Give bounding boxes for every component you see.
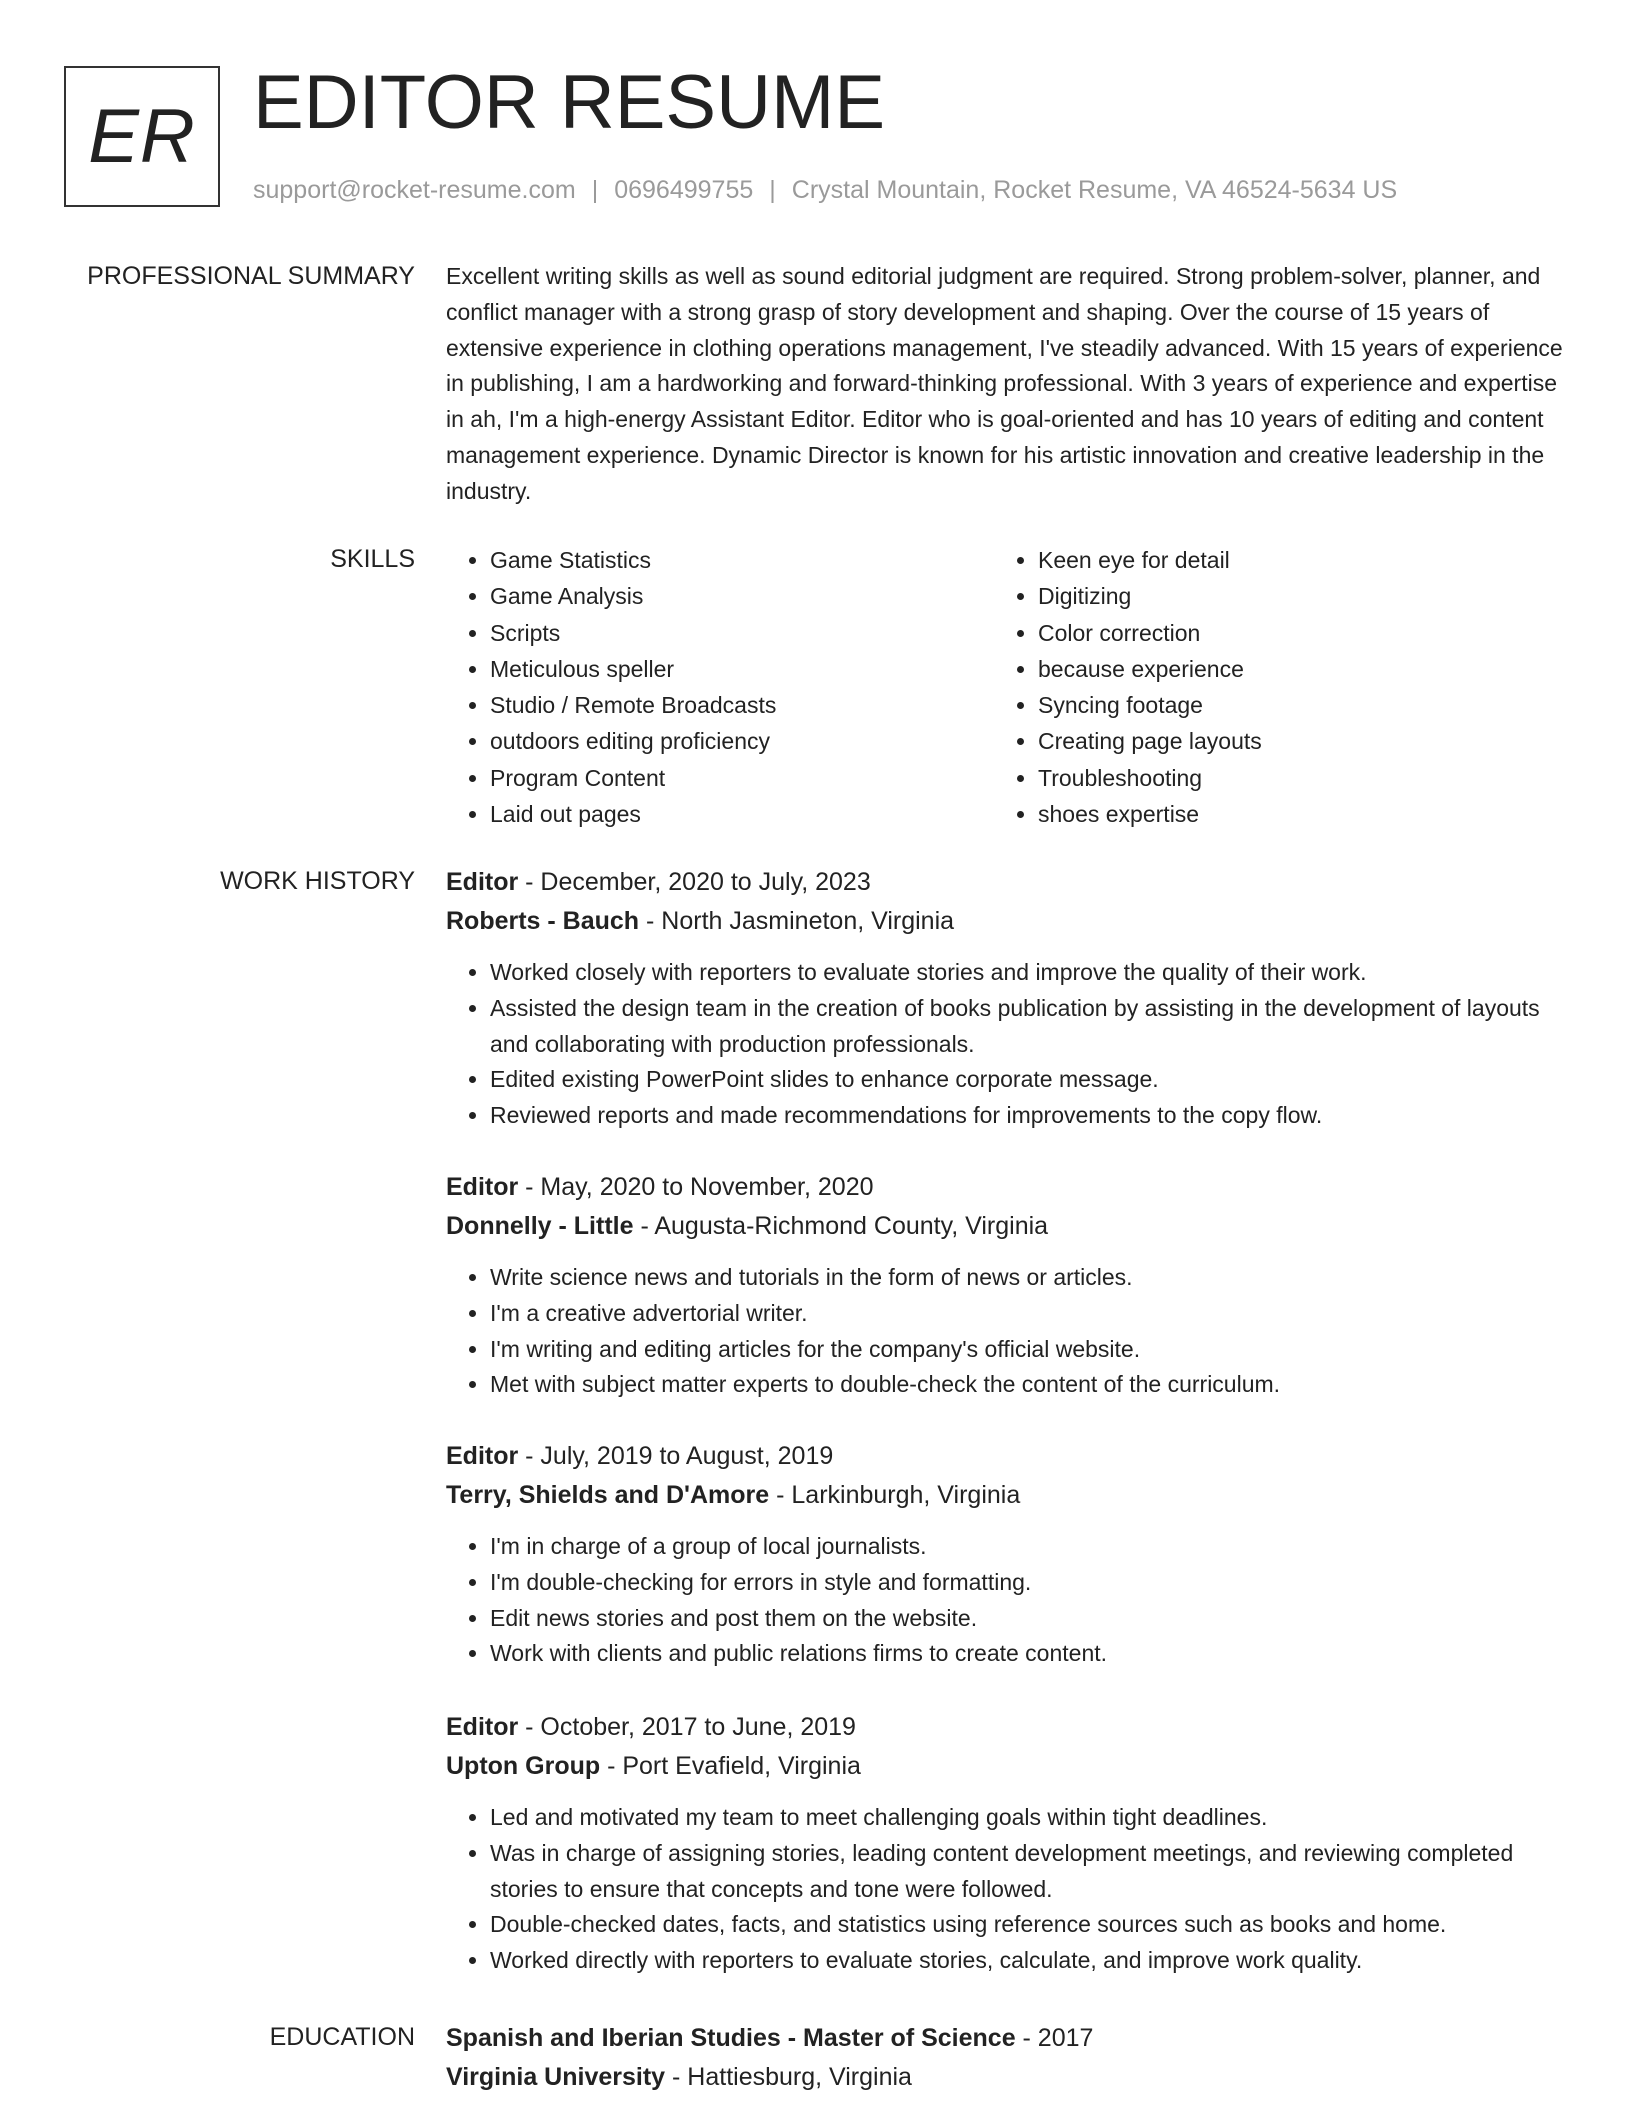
education-location: - Hattiesburg, Virginia [665,2063,912,2091]
education-degree-line [446,2020,1576,2056]
job-company-line [446,1477,1576,1513]
job-title: Editor [446,868,519,896]
skill-item: • Game Analysis [490,578,776,614]
job-bullet: • Worked directly with reporters to evaluate stories, calculate, and improve work quality. [490,1943,1576,1979]
job-title-line [446,1709,1576,1745]
job-title-line [446,1438,1576,1474]
section-label-education: EDUCATION [269,2023,415,2051]
job-entry [446,1709,1576,1979]
job-title-line [446,864,1576,900]
monogram-initials: ER [88,94,196,179]
job-bullet: • Edited existing PowerPoint slides to enhance corporate message. [490,1062,1576,1098]
section-label-work-history: WORK HISTORY [220,867,415,895]
skills-list-left [446,542,776,832]
job-dates: - December, 2020 to July, 2023 [518,868,871,896]
job-dates: - May, 2020 to November, 2020 [518,1173,874,1201]
job-title: Editor [446,1713,519,1741]
education-year: - 2017 [1015,2024,1094,2052]
skill-item: • Game Statistics [490,542,776,578]
job-bullet: • Met with subject matter experts to double-check the content of the curriculum. [490,1367,1576,1403]
contact-address: Crystal Mountain, Rocket Resume, VA 46524-5634 US [791,176,1398,204]
skill-item: • Syncing footage [1038,687,1262,723]
job-entry [446,1169,1576,1403]
job-company: Donnelly - Little [446,1212,634,1240]
skill-item: • Program Content [490,760,776,796]
skill-item: • Keen eye for detail [1038,542,1262,578]
job-bullet: • Led and motivated my team to meet challenging goals within tight deadlines. [490,1800,1576,1836]
job-dates: - July, 2019 to August, 2019 [518,1442,834,1470]
section-label-summary: PROFESSIONAL SUMMARY [87,262,415,290]
skill-item: • Scripts [490,615,776,651]
job-dates: - October, 2017 to June, 2019 [518,1713,856,1741]
job-bullet: • I'm a creative advertorial writer. [490,1296,1576,1332]
job-title-line [446,1169,1576,1205]
education-body [446,2020,1576,2095]
contact-separator: | [591,176,599,204]
skill-item: • Meticulous speller [490,651,776,687]
resume-title: EDITOR RESUME [253,60,886,145]
summary-text: Excellent writing skills as well as sound editorial judgment are required. Strong problem-solver, planner, and conflict manager with a strong grasp of story development and shaping. Over the course of 15 years of extensive experience in clothing operations management, I've steadily advanced. With 15 years of experience in publishing, I am a hardworking and forward-thinking professional. With 3 years of experience and expertise in ah, I'm a high-energy Assistant Editor. Editor who is goal-oriented and has 10 years of editing and content management experience. Dynamic Director is known for his artistic innovation and creative leadership in the industry. [446,263,1563,504]
job-company-line [446,1208,1576,1244]
contact-phone[interactable]: 0696499755 [614,176,754,204]
skills-list-right [994,542,1262,832]
job-bullet: • Worked closely with reporters to evaluate stories and improve the quality of their work. [490,955,1576,991]
monogram-box [64,66,220,207]
job-bullet: • I'm double-checking for errors in style and formatting. [490,1565,1576,1601]
job-bullet: • Double-checked dates, facts, and statistics using reference sources such as books and home. [490,1907,1576,1943]
skill-item: • because experience [1038,651,1262,687]
job-location: - Augusta-Richmond County, Virginia [633,1212,1049,1240]
job-bullet: • Work with clients and public relations firms to create content. [490,1636,1576,1672]
job-bullets [446,955,1576,1134]
job-entry [446,1438,1576,1672]
job-company: Upton Group [446,1752,601,1780]
job-title: Editor [446,1442,519,1470]
job-bullets [446,1529,1576,1672]
section-label-skills: SKILLS [330,545,415,573]
job-bullet: • Was in charge of assigning stories, leading content development meetings, and reviewing completed stories to ensure that concepts and tone were followed. [490,1836,1576,1908]
job-title: Editor [446,1173,519,1201]
job-bullet: • Assisted the design team in the creation of books publication by assisting in the development of layouts and collaborating with production professionals. [490,991,1576,1063]
job-company: Terry, Shields and D'Amore [446,1481,770,1509]
job-location: - Port Evafield, Virginia [600,1752,861,1780]
job-bullet: • Write science news and tutorials in the form of news or articles. [490,1260,1576,1296]
skill-item: • Creating page layouts [1038,723,1262,759]
job-company-line [446,903,1576,939]
skill-item: • shoes expertise [1038,796,1262,832]
job-bullet: • I'm in charge of a group of local journalists. [490,1529,1576,1565]
skill-item: • Troubleshooting [1038,760,1262,796]
summary-body [446,259,1576,510]
education-school-line [446,2059,1576,2095]
skill-item: • Studio / Remote Broadcasts [490,687,776,723]
skill-item: • Digitizing [1038,578,1262,614]
contact-line [253,175,1397,205]
job-bullet: • I'm writing and editing articles for the company's official website. [490,1332,1576,1368]
job-bullet: • Edit news stories and post them on the website. [490,1601,1576,1637]
job-company-line [446,1748,1576,1784]
education-school: Virginia University [446,2063,666,2091]
contact-email[interactable]: support@rocket-resume.com [253,176,576,204]
education-degree: Spanish and Iberian Studies - Master of Science [446,2024,1016,2052]
job-location: - North Jasmineton, Virginia [639,907,955,935]
job-location: - Larkinburgh, Virginia [769,1481,1021,1509]
job-bullets [446,1260,1576,1403]
skill-item: • Color correction [1038,615,1262,651]
contact-separator: | [769,176,776,204]
job-company: Roberts - Bauch [446,907,640,935]
skill-item: • Laid out pages [490,796,776,832]
skill-item: • outdoors editing proficiency [490,723,776,759]
job-bullet: • Reviewed reports and made recommendations for improvements to the copy flow. [490,1098,1576,1134]
job-bullets [446,1800,1576,1979]
job-entry [446,864,1576,1134]
